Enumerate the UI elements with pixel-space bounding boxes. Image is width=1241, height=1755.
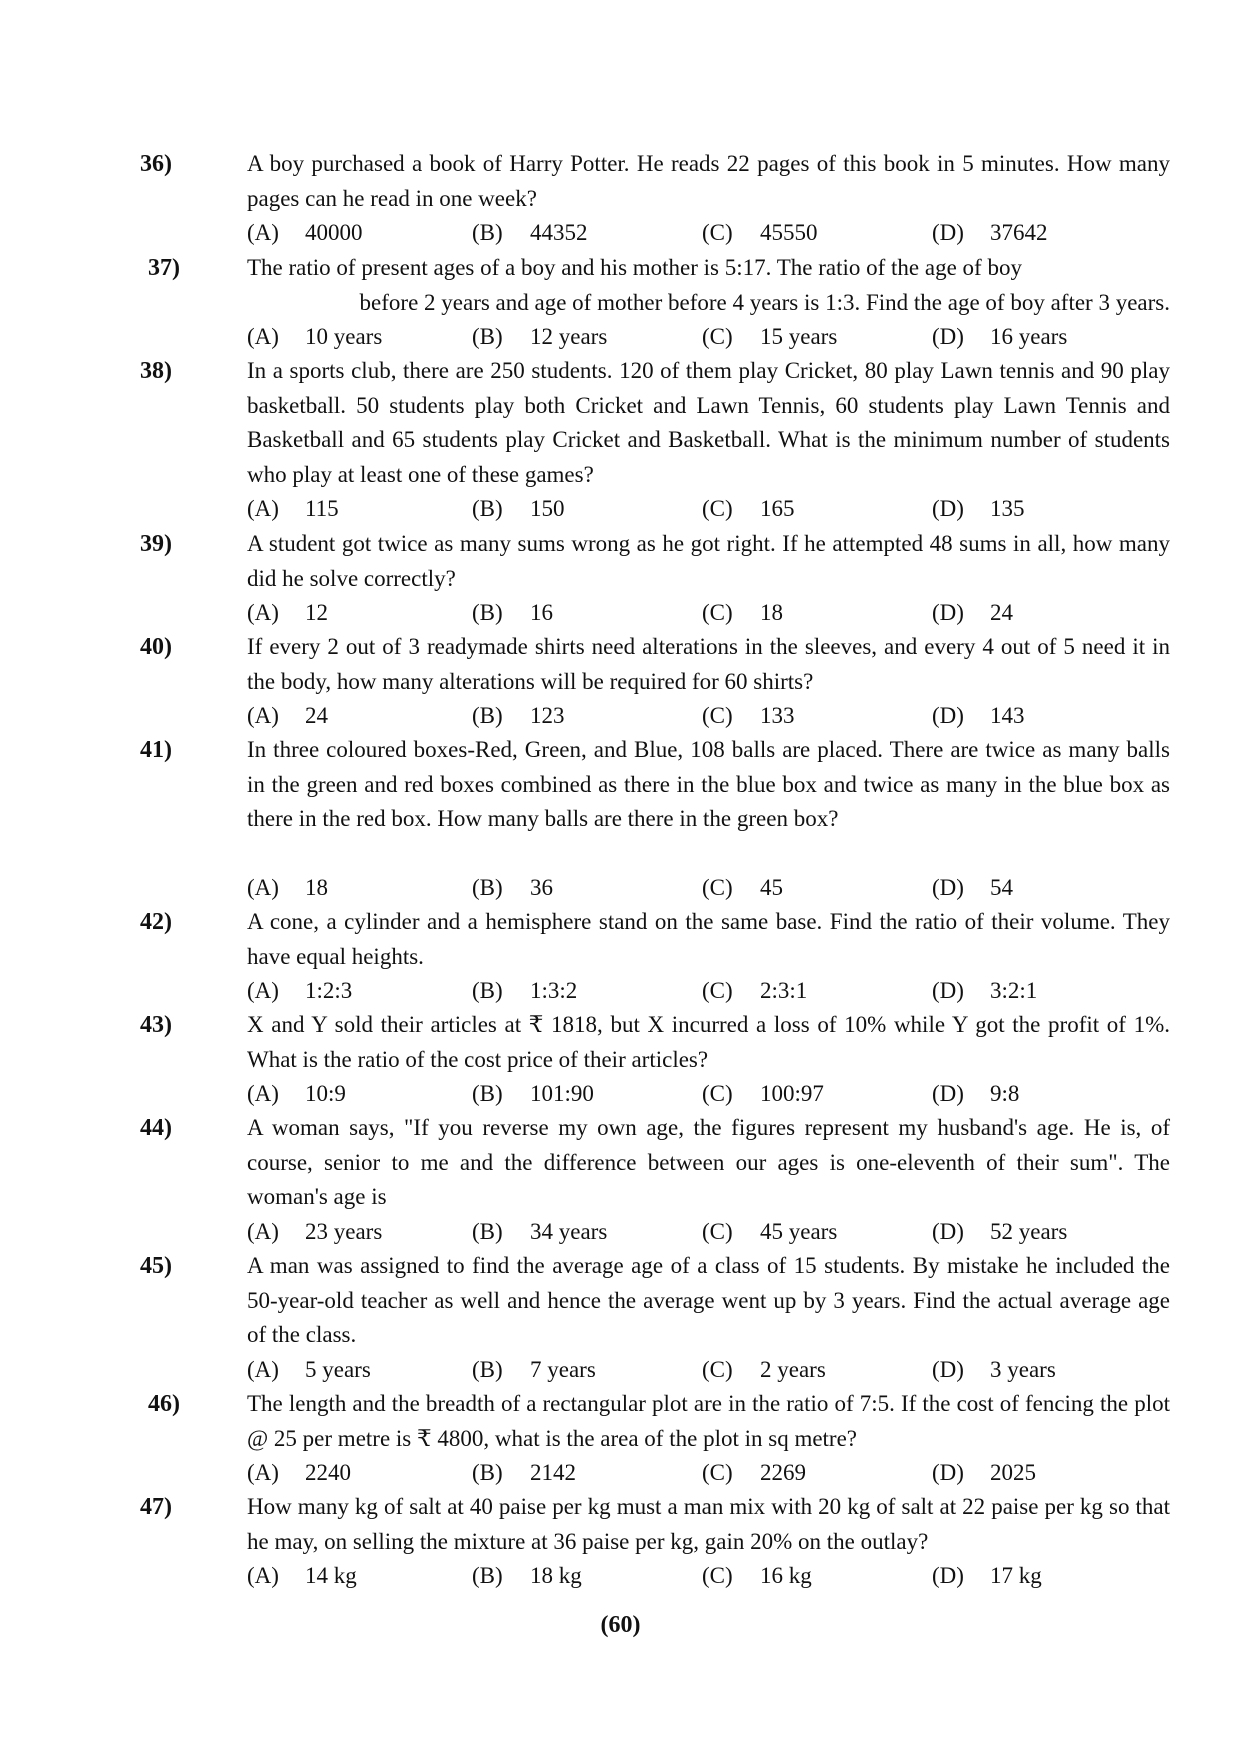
option-c: (C) 2269 [702, 1460, 806, 1485]
option-c: (C) 16 kg [702, 1563, 812, 1588]
options-row [247, 320, 1170, 354]
question-text: A student got twice as many sums wrong as he got right. If he attempted 48 sums in all, how many did he solve correctly? [247, 531, 1170, 591]
option-a: (A) 10:9 [247, 1081, 346, 1106]
option-d: (D) 9:8 [932, 1081, 1020, 1106]
question-number: 39) [140, 531, 172, 557]
option-d: (D) 52 years [932, 1219, 1068, 1244]
question-number: 36) [140, 151, 172, 177]
option-d: (D) 54 [932, 875, 1013, 900]
question-text: How many kg of salt at 40 paise per kg must a man mix with 20 kg of salt at 22 paise per kg so that he may, on selling the mixture at 36 paise per kg, gain 20% on the outlay? [247, 1494, 1170, 1554]
options-row [247, 871, 1170, 905]
option-b: (B) 12 years [472, 324, 608, 349]
option-d: (D) 3:2:1 [932, 978, 1038, 1003]
option-b: (B) 18 kg [472, 1563, 582, 1588]
question-number: 37) [148, 255, 180, 281]
option-a: (A) 23 years [247, 1219, 383, 1244]
question-number: 45) [140, 1253, 172, 1279]
option-a: (A) 1:2:3 [247, 978, 353, 1003]
options-row [247, 1077, 1170, 1111]
option-c: (C) 18 [702, 600, 783, 625]
question-text: In a sports club, there are 250 students. 120 of them play Cricket, 80 play Lawn tennis and 90 play basketball. 50 students play both Cricket and Lawn Tennis, 60 students play Lawn Tennis and Basketball and 65 students play Cricket and Basketball. What is the minimum number of students who play at least one of these games? [247, 358, 1170, 487]
option-c: (C) 133 [702, 703, 795, 728]
question-text: A man was assigned to find the average age of a class of 15 students. By mistake he included the 50-year-old teacher as well and hence the average went up by 3 years. Find the actual average age of the class. [247, 1253, 1170, 1347]
question-text: X and Y sold their articles at ₹ 1818, but X incurred a loss of 10% while Y got the profit of 1%. What is the ratio of the cost price of their articles? [247, 1012, 1170, 1072]
options-row [247, 216, 1170, 250]
question-number: 44) [140, 1115, 172, 1141]
option-c: (C) 15 years [702, 324, 838, 349]
question-number: 43) [140, 1012, 172, 1038]
options-row [247, 1215, 1170, 1249]
option-b: (B) 101:90 [472, 1081, 594, 1106]
option-b: (B) 34 years [472, 1219, 608, 1244]
option-b: (B) 123 [472, 703, 565, 728]
question-text: If every 2 out of 3 readymade shirts need alterations in the sleeves, and every 4 out of 5 need it in the body, how many alterations will be required for 60 shirts? [247, 634, 1170, 694]
option-b: (B) 7 years [472, 1357, 596, 1382]
question-text: The length and the breadth of a rectangular plot are in the ratio of 7:5. If the cost of fencing the plot @ 25 per metre is ₹ 4800, what is the area of the plot in sq metre? [247, 1391, 1170, 1451]
options-row [247, 1559, 1170, 1593]
option-d: (D) 135 [932, 496, 1025, 521]
question-number: 38) [140, 358, 172, 384]
option-c: (C) 165 [702, 496, 795, 521]
option-c: (C) 45550 [702, 220, 818, 245]
option-d: (D) 24 [932, 600, 1013, 625]
options-row [247, 974, 1170, 1008]
question-number: 42) [140, 909, 172, 935]
options-row [247, 1353, 1170, 1387]
question-text: The ratio of present ages of a boy and his mother is 5:17. The ratio of the age of boy before 2 years and age of mother before 4 years is 1:3. Find the age of boy after 3 years. [247, 255, 1170, 315]
option-d: (D) 3 years [932, 1357, 1056, 1382]
question-text: In three coloured boxes-Red, Green, and Blue, 108 balls are placed. There are twice as many balls in the green and red boxes combined as there in the blue box and twice as many in the blue box as there in the red box. How many balls are there in the green box? [247, 737, 1170, 831]
option-d: (D) 37642 [932, 220, 1048, 245]
option-a: (A) 10 years [247, 324, 383, 349]
option-c: (C) 2 years [702, 1357, 826, 1382]
question-number: 41) [140, 737, 172, 763]
options-row [247, 699, 1170, 733]
question-text: A woman says, "If you reverse my own age, the figures represent my husband's age. He is, of course, senior to me and the difference between our ages is one-eleventh of their sum". The woman's age is [247, 1115, 1170, 1209]
option-a: (A) 12 [247, 600, 328, 625]
page-number: (60) [600, 1612, 641, 1638]
options-row [247, 1456, 1170, 1490]
option-a: (A) 24 [247, 703, 328, 728]
question-number: 47) [140, 1494, 172, 1520]
option-d: (D) 143 [932, 703, 1025, 728]
option-b: (B) 44352 [472, 220, 588, 245]
option-a: (A) 5 years [247, 1357, 371, 1382]
option-b: (B) 16 [472, 600, 553, 625]
options-row [247, 596, 1170, 630]
option-c: (C) 45 [702, 875, 783, 900]
option-a: (A) 2240 [247, 1460, 351, 1485]
option-d: (D) 16 years [932, 324, 1068, 349]
question-number: 40) [140, 634, 172, 660]
option-b: (B) 1:3:2 [472, 978, 578, 1003]
option-d: (D) 17 kg [932, 1563, 1042, 1588]
option-c: (C) 2:3:1 [702, 978, 808, 1003]
question-number: 46) [148, 1391, 180, 1417]
option-b: (B) 2142 [472, 1460, 576, 1485]
option-b: (B) 150 [472, 496, 565, 521]
question-text: A boy purchased a book of Harry Potter. He reads 22 pages of this book in 5 minutes. How many pages can he read in one week? [247, 151, 1170, 211]
option-b: (B) 36 [472, 875, 553, 900]
option-a: (A) 115 [247, 496, 339, 521]
option-a: (A) 14 kg [247, 1563, 357, 1588]
option-a: (A) 40000 [247, 220, 363, 245]
option-c: (C) 45 years [702, 1219, 838, 1244]
question-text: A cone, a cylinder and a hemisphere stand on the same base. Find the ratio of their volume. They have equal heights. [247, 909, 1170, 969]
option-c: (C) 100:97 [702, 1081, 824, 1106]
option-d: (D) 2025 [932, 1460, 1036, 1485]
option-a: (A) 18 [247, 875, 328, 900]
options-row [247, 492, 1170, 526]
